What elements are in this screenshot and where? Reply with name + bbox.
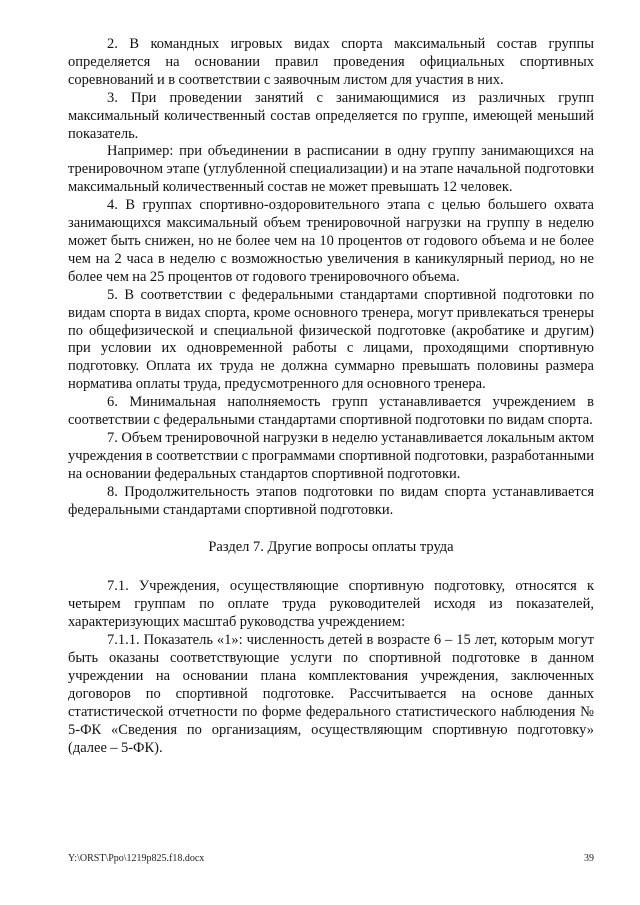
section-heading: Раздел 7. Другие вопросы оплаты труда — [208, 539, 454, 556]
paragraph-7-1-1: 7.1.1. Показатель «1»: численность детей в возрасте 6 – 15 лет, которым могут быть оказаны соответствующие услуги по спортивной подготовке в данном учреждении на основании плана комплектования учреждения, заключенных договоров по спортивной подготовке. Рассчитывается на основе данных статистической отчетности по форме федерального статистического наблюдения № 5-ФК «Сведения по организациям, осуществляющим спортивную подготовку» (далее – 5-ФК). — [68, 632, 594, 756]
paragraph-8: 8. Продолжительность этапов подготовки по видам спорта устанавливается федеральными стандартами спортивной подготовки. — [68, 483, 594, 518]
paragraph-5: 5. В соответствии с федеральными стандартами спортивной подготовки по видам спорта в видах спорта, кроме основного тренера, могут привлекаться тренеры по общефизической и специальной физической подготовке (акробатике и другим) при условии их одновременной работы с лицами, проходящими спортивную подготовку. Оплата их труда не должна суммарно превышать половины размера норматива оплаты труда, предусмотренного для основного тренера. — [68, 286, 594, 393]
paragraph-7: 7. Объем тренировочной нагрузки в неделю устанавливается локальным актом учреждения в соответствии с программами спортивной подготовки, разработанными на основании федеральных стандартов спортивной подготовки. — [68, 429, 594, 482]
document-body — [68, 36, 594, 758]
footer-page-number: 39 — [584, 853, 594, 864]
paragraph-example: Например: при объединении в расписании в одну группу занимающихся на тренировочном этапе (углубленной специализации) и на этапе начальной подготовки максимальный количественный состав не может превышать 12 человек. — [68, 143, 594, 196]
paragraph-2: 2. В командных игровых видах спорта максимальный состав группы определяется на основании правил проведения официальных спортивных соревнований и в соответствии с заявочным листом для участия в них. — [68, 36, 594, 88]
footer-file-path: Y:\ORST\Ppo\1219p825.f18.docx — [68, 853, 205, 864]
paragraph-6: 6. Минимальная наполняемость групп устанавливается учреждением в соответствии с федеральными стандартами спортивной подготовки по видам спорта. — [68, 394, 594, 429]
paragraph-3: 3. При проведении занятий с занимающимися из различных групп максимальный количественный состав определяется по группе, имеющей меньший показатель. — [68, 89, 594, 142]
paragraph-4: 4. В группах спортивно-оздоровительного этапа с целью большего охвата занимающихся максимальный объем тренировочной нагрузки на группу в неделю может быть снижен, но не более чем на 10 процентов от годового объема и не более чем на 2 часа в неделю с возможностью увеличения в каникулярный период, но не более чем на 25 процентов от годового тренировочного объема. — [68, 197, 594, 285]
paragraph-7-1: 7.1. Учреждения, осуществляющие спортивную подготовку, относятся к четырем группам по оплате труда руководителей исходя из показателей, характеризующих масштаб руководства учреждением: — [68, 578, 594, 631]
